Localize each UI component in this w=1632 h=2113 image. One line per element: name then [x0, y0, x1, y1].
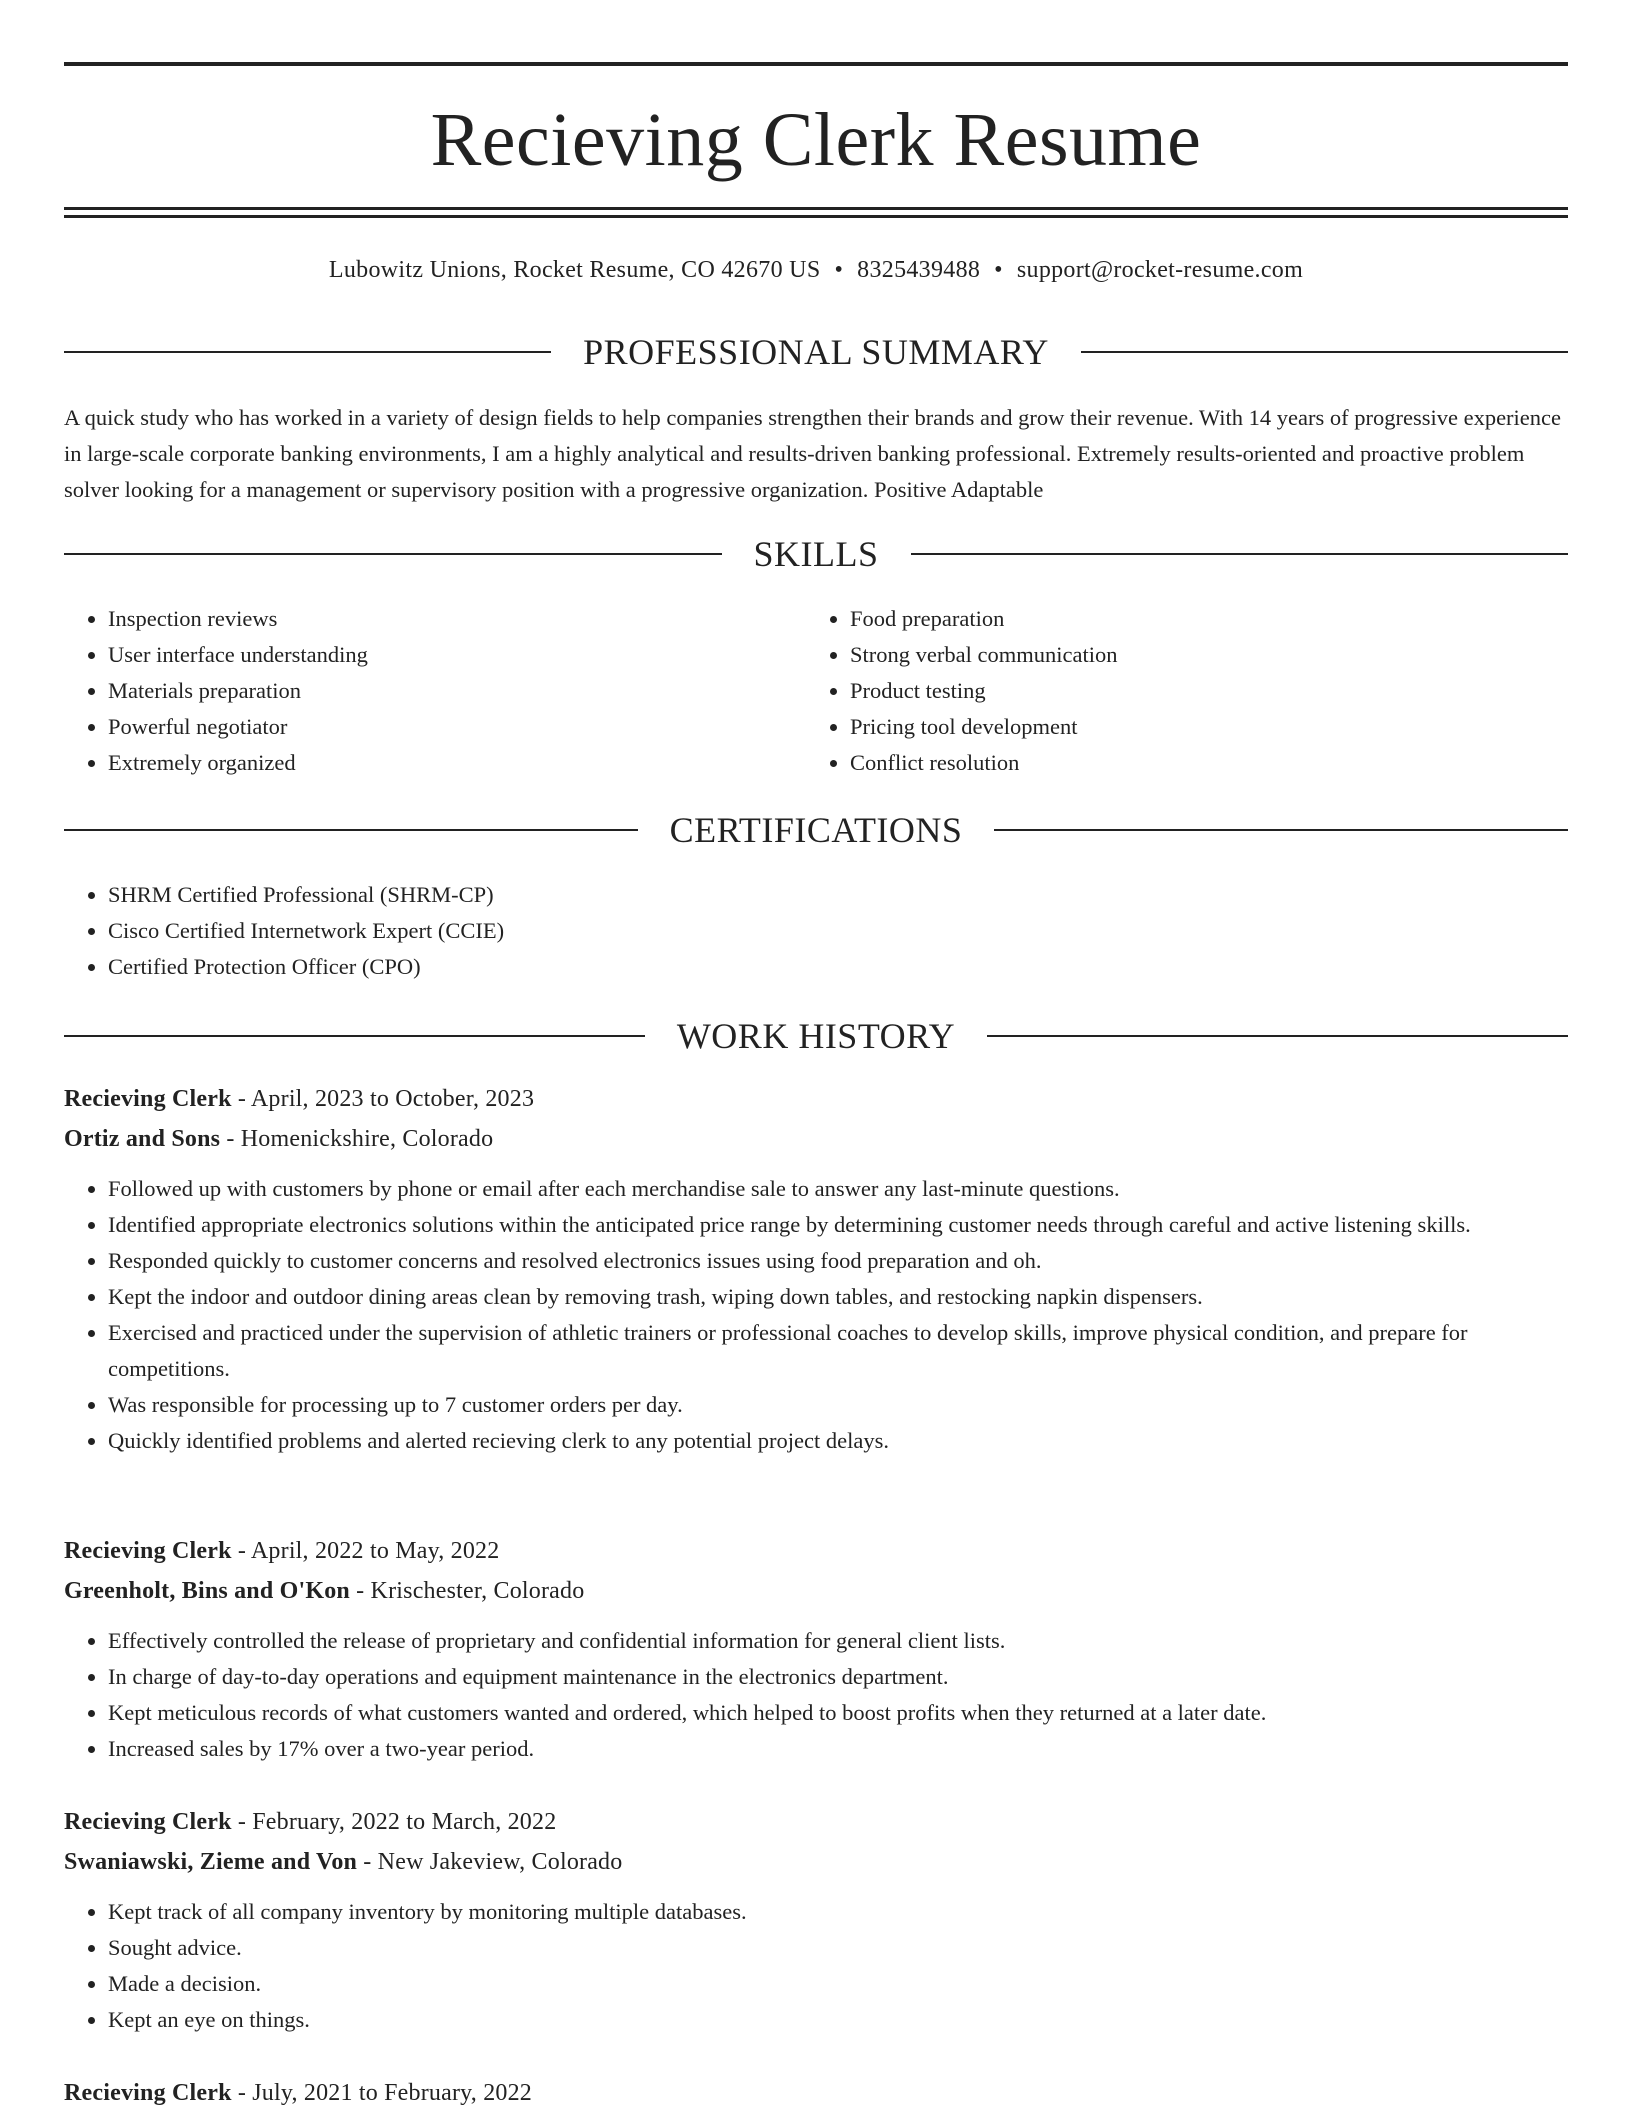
- job-title-line: [64, 1531, 1568, 1571]
- job-bullet: • Identified appropriate electronics solutions within the anticipated price range by determining customer needs through careful and active listening skills.: [108, 1207, 1568, 1243]
- top-rule: [64, 62, 1568, 66]
- job-location: - Krischester, Colorado: [349, 1578, 585, 1604]
- contact-separator: •: [994, 257, 1003, 283]
- certification-item: • Certified Protection Officer (CPO): [108, 949, 1612, 985]
- certification-item: • Cisco Certified Internetwork Expert (CCIE): [108, 913, 1612, 949]
- page-title: Recieving Clerk Resume: [430, 98, 1202, 182]
- job-title-line: [64, 1079, 1568, 1119]
- job-dates: - February, 2022 to March, 2022: [231, 1809, 557, 1835]
- job-bullet: • Made a decision.: [108, 1966, 1568, 2002]
- certification-item: • SHRM Certified Professional (SHRM-CP): [108, 877, 1612, 913]
- job-company-line: [64, 1571, 1568, 1611]
- job-bullet: • Followed up with customers by phone or email after each merchandise sale to answer any last-minute questions.: [108, 1171, 1568, 1207]
- job-entry: [64, 2073, 1568, 2113]
- heading-rule-right: [987, 1035, 1568, 1037]
- job-dates: - July, 2021 to February, 2022: [231, 2080, 533, 2106]
- skill-item: • Food preparation: [850, 601, 1550, 637]
- job-location: - Homenickshire, Colorado: [220, 1126, 494, 1152]
- job-bullets: [64, 1623, 1568, 1767]
- job-bullet: • Exercised and practiced under the supervision of athletic trainers or professional coaches to develop skills, improve physical condition, and prepare for competitions.: [108, 1315, 1568, 1387]
- heading-rule-right: [1081, 351, 1568, 353]
- job-company: Greenholt, Bins and O'Kon: [64, 1578, 350, 1604]
- contact-separator: •: [834, 257, 844, 283]
- skill-item: • Extremely organized: [108, 745, 808, 781]
- certifications-list: [64, 877, 1612, 985]
- skill-item: • Materials preparation: [108, 673, 808, 709]
- skill-item: • Powerful negotiator: [108, 709, 808, 745]
- job-bullet: • Responded quickly to customer concerns and resolved electronics issues using food preparation and oh.: [108, 1243, 1568, 1279]
- contact-line: [64, 254, 1568, 286]
- skills-list-left: [64, 601, 808, 781]
- job-entry: [64, 1802, 1568, 2038]
- skills-section-heading: [64, 531, 1568, 577]
- job-title: Recieving Clerk: [64, 1086, 232, 1112]
- skill-item: • Pricing tool development: [850, 709, 1550, 745]
- job-title: Recieving Clerk: [64, 1809, 232, 1835]
- work-history-heading: WORK HISTORY: [676, 1016, 956, 1056]
- job-title-line: [64, 2073, 1568, 2113]
- job-title: Recieving Clerk: [64, 1538, 232, 1564]
- job-bullet: • Kept meticulous records of what customers wanted and ordered, which helped to boost profits when they returned at a later date.: [108, 1695, 1568, 1731]
- skill-item: • User interface understanding: [108, 637, 808, 673]
- contact-email: support@rocket-resume.com: [1016, 257, 1304, 283]
- job-bullet: • Kept the indoor and outdoor dining areas clean by removing trash, wiping down tables, and restocking napkin dispensers.: [108, 1279, 1568, 1315]
- job-company: Ortiz and Sons: [64, 1126, 221, 1152]
- job-location: - New Jakeview, Colorado: [357, 1849, 623, 1875]
- job-bullet: • Was responsible for processing up to 7 customer orders per day.: [108, 1387, 1568, 1423]
- heading-rule-left: [64, 1035, 645, 1037]
- job-bullets: [64, 1171, 1568, 1459]
- job-bullet: • Quickly identified problems and alerted recieving clerk to any potential project delays.: [108, 1423, 1568, 1459]
- job-company: Swaniawski, Zieme and Von: [64, 1849, 358, 1875]
- work-history-section-heading: [64, 1013, 1568, 1059]
- title-rule-lower: [64, 215, 1568, 218]
- job-bullets: [64, 1894, 1568, 2038]
- certifications-heading: CERTIFICATIONS: [669, 810, 963, 850]
- job-bullet: • In charge of day-to-day operations and equipment maintenance in the electronics department.: [108, 1659, 1568, 1695]
- job-title: Recieving Clerk: [64, 2080, 232, 2106]
- skill-item: • Conflict resolution: [850, 745, 1550, 781]
- skills-list-right: [806, 601, 1550, 781]
- summary-heading: PROFESSIONAL SUMMARY: [583, 332, 1049, 372]
- job-dates: - April, 2022 to May, 2022: [231, 1538, 500, 1564]
- job-entry: [64, 1531, 1568, 1767]
- skills-heading: SKILLS: [753, 534, 879, 574]
- contact-phone: 8325439488: [857, 257, 981, 283]
- heading-rule-left: [64, 351, 551, 353]
- heading-rule-left: [64, 553, 722, 555]
- job-bullet: • Kept an eye on things.: [108, 2002, 1568, 2038]
- job-title-line: [64, 1802, 1568, 1842]
- skill-item: • Inspection reviews: [108, 601, 808, 637]
- certifications-section-heading: [64, 807, 1568, 853]
- contact-address: Lubowitz Unions, Rocket Resume, CO 42670 US: [328, 257, 821, 283]
- job-entry: [64, 1079, 1568, 1459]
- job-bullet: • Effectively controlled the release of proprietary and confidential information for general client lists.: [108, 1623, 1568, 1659]
- job-company-line: [64, 1119, 1568, 1159]
- summary-section-heading: [64, 329, 1568, 375]
- skill-item: • Strong verbal communication: [850, 637, 1550, 673]
- job-bullet: • Increased sales by 17% over a two-year period.: [108, 1731, 1568, 1767]
- job-bullet: • Kept track of all company inventory by monitoring multiple databases.: [108, 1894, 1568, 1930]
- heading-rule-right: [911, 553, 1569, 555]
- title-rule-upper: [64, 207, 1568, 210]
- skill-item: • Product testing: [850, 673, 1550, 709]
- heading-rule-right: [994, 829, 1568, 831]
- heading-rule-left: [64, 829, 638, 831]
- job-bullet: • Sought advice.: [108, 1930, 1568, 1966]
- job-company-line: [64, 1842, 1568, 1882]
- summary-text: A quick study who has worked in a variety of design fields to help companies strengthen their brands and grow their revenue. With 14 years of progressive experience in large-scale corporate banking environments, I am a highly analytical and results-driven banking professional. Extremely results-oriented and proactive problem solver looking for a management or supervisory position with a progressive organization. Positive Adaptable: [64, 405, 1562, 502]
- job-dates: - April, 2023 to October, 2023: [231, 1086, 535, 1112]
